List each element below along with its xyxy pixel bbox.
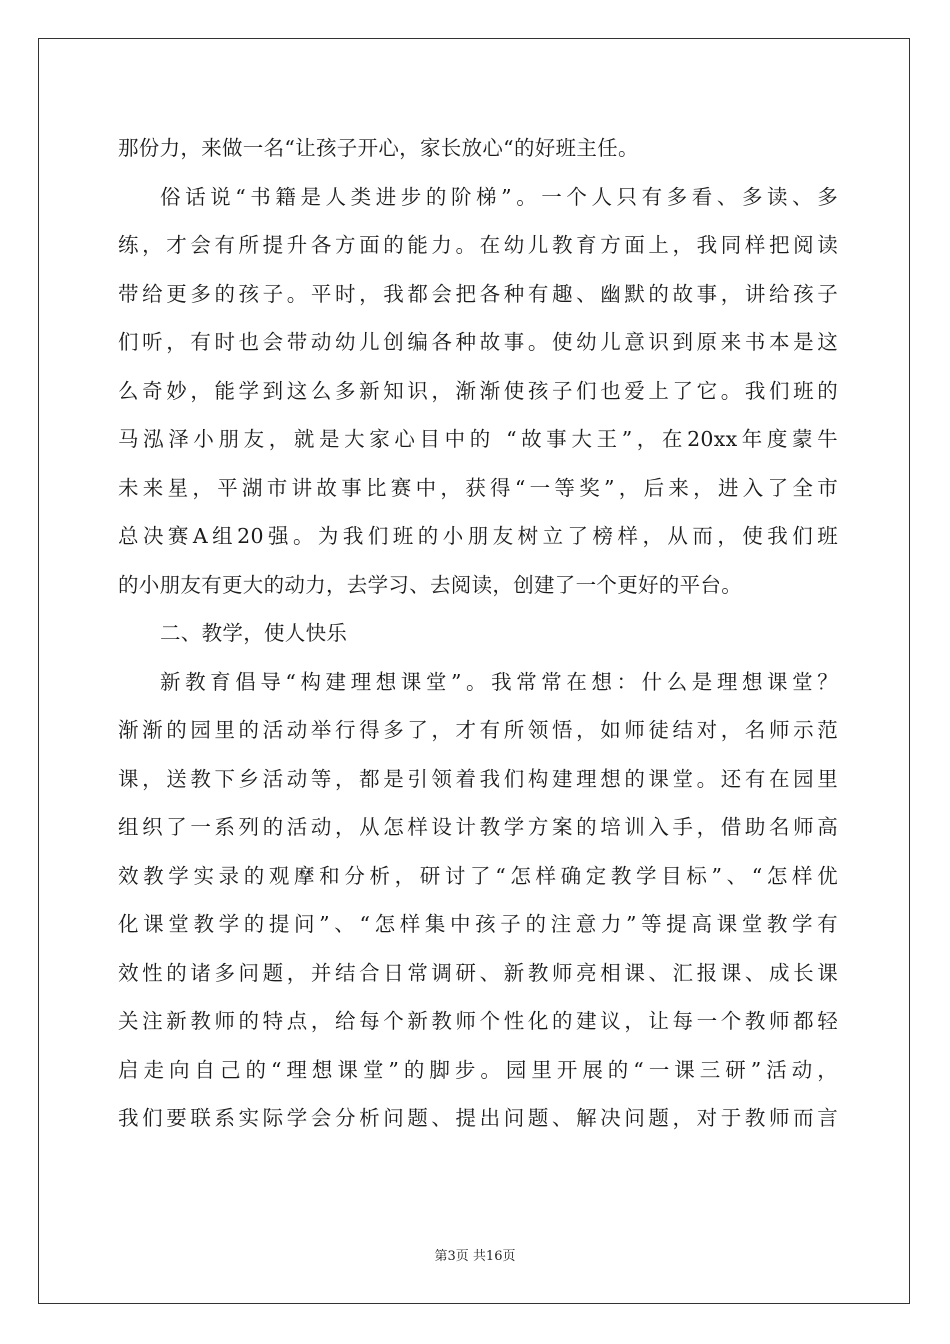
text-line: 那份力，来做一名“让孩子开心，家长放心“的好班主任。 bbox=[118, 136, 639, 160]
page-number-footer: 第3页 共16页 bbox=[434, 1249, 516, 1264]
text-line: 效教学实录的观摩和分析，研讨了“怎样确定教学目标”、“怎样优 bbox=[118, 863, 838, 888]
text-line: 启走向自己的“理想课堂”的脚步。园里开展的“一课三研”活动， bbox=[118, 1057, 838, 1082]
text-line: 我们要联系实际学会分析问题、提出问题、解决问题，对于教师而言 bbox=[118, 1106, 838, 1130]
text-line: 渐渐的园里的活动举行得多了，才有所领悟，如师徒结对，名师示范 bbox=[118, 718, 838, 742]
text-line: 俗话说“书籍是人类进步的阶梯”。一个人只有多看、多读、多 bbox=[160, 184, 838, 209]
text-line: 的小朋友有更大的动力，去学习、去阅读，创建了一个更好的平台。 bbox=[118, 572, 742, 597]
document-body bbox=[118, 124, 838, 1143]
text-line: 马泓泽小朋友，就是大家心目中的 “故事大王”，在20xx年度蒙牛 bbox=[118, 427, 838, 451]
text-line: 效性的诸多问题，并结合日常调研、新教师亮相课、汇报课、成长课 bbox=[118, 960, 838, 985]
text-line: 们听，有时也会带动幼儿创编各种故事。使幼儿意识到原来书本是这 bbox=[118, 330, 838, 354]
text-line: 化课堂教学的提问”、“怎样集中孩子的注意力”等提高课堂教学有 bbox=[118, 912, 838, 936]
text-line: 未来星，平湖市讲故事比赛中，获得“一等奖”，后来，进入了全市 bbox=[118, 475, 838, 500]
text-line: 练，才会有所提升各方面的能力。在幼儿教育方面上，我同样把阅读 bbox=[118, 233, 838, 257]
text-line: 新教育倡导“构建理想课堂”。我常常在想：什么是理想课堂？ bbox=[160, 669, 838, 694]
text-line: 么奇妙，能学到这么多新知识，渐渐使孩子们也爱上了它。我们班的 bbox=[118, 378, 838, 403]
text-line: 带给更多的孩子。平时，我都会把各种有趣、幽默的故事，讲给孩子 bbox=[118, 281, 838, 306]
text-line: 组织了一系列的活动，从怎样设计教学方案的培训入手，借助名师高 bbox=[118, 815, 838, 839]
text-line: 关注新教师的特点，给每个新教师个性化的建议，让每一个教师都轻 bbox=[118, 1009, 838, 1033]
text-line: 总决赛A组20强。为我们班的小朋友树立了榜样，从而，使我们班 bbox=[118, 524, 838, 548]
text-line: 二、教学，使人快乐 bbox=[160, 621, 348, 645]
text-line: 课，送教下乡活动等，都是引领着我们构建理想的课堂。还有在园里 bbox=[118, 766, 838, 791]
